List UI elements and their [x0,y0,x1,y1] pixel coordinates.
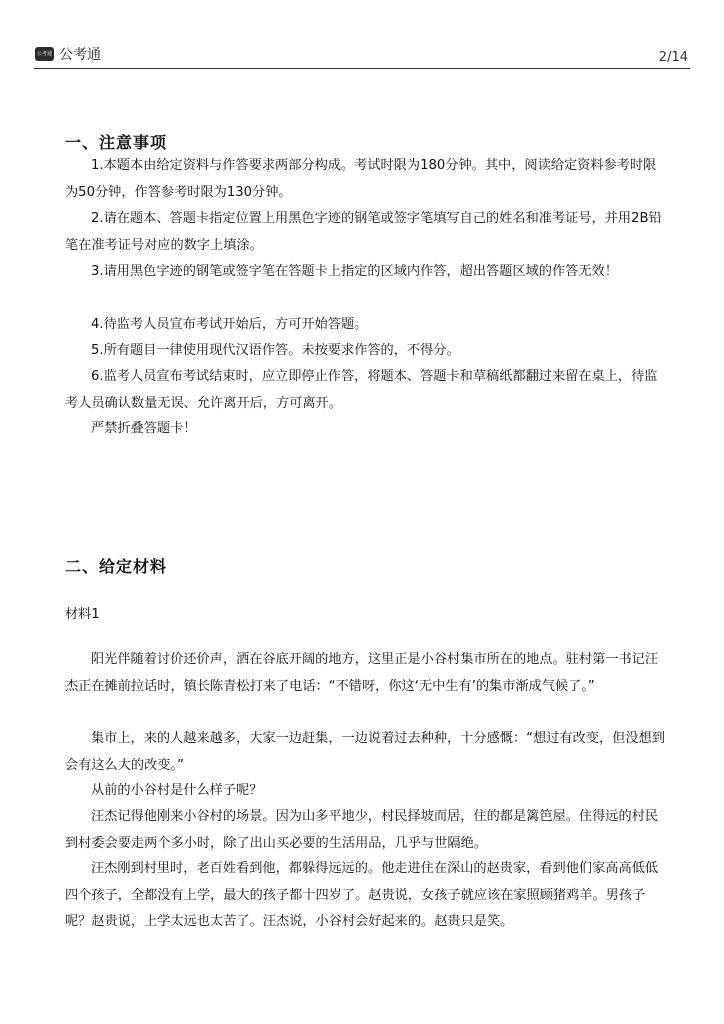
notice-item: 6.监考人员宣布考试结束时，应立即停止作答，将题本、答题卡和草稿纸都翻过来留在桌上，待监考人员确认数量无误、允许离开后，方可离开。 [65,369,658,411]
section-title-notice: 一、注意事项 [65,133,168,152]
page-number: 2/14 [658,50,688,65]
notice-item: 3.请用黑色字迹的钢笔或签字笔在答题卡上指定的区域内作答，超出答题区域的作答无效！ [91,264,618,279]
material-paragraph: 阳光伴随着讨价还价声，洒在谷底开阔的地方，这里正是小谷村集市所在的地点。驻村第一书记汪杰正在摊前拉话时，镇长陈青松打来了电话：“不错呀，你这‘无中生有’的集市渐成气候了。” [65,652,659,694]
notice-item: 2.请在题本、答题卡指定位置上用黑色字迹的钢笔或签字笔填写自己的姓名和准考证号，并用2B铅笔在准考证号对应的数字上填涂。 [65,211,662,253]
notice-item: 1.本题本由给定资料与作答要求两部分构成。考试时限为180分钟。其中，阅读给定资料参考时限为50分钟，作答参考时限为130分钟。 [65,158,657,200]
page-header [34,44,690,69]
logo-text: 公考通 [59,47,101,63]
notice-item: 4.待监考人员宣布考试开始后，方可开始答题。 [91,317,368,332]
notice-warning: 严禁折叠答题卡！ [91,421,197,436]
material-paragraph: 集市上，来的人越来越多，大家一边赶集，一边说着过去种种，十分感慨：“想过有改变，但没想到会有这么大的改变。” [65,731,665,773]
section-title-material: 二、给定材料 [65,557,168,576]
notice-item: 5.所有题目一律使用现代汉语作答。未按要求作答的，不得分。 [91,343,460,358]
logo-icon: 公考通 [35,47,54,61]
material-paragraph: 汪杰记得他刚来小谷村的场景。因为山多平地少，村民择坡而居，住的都是篱笆屋。住得远的村民到村委会要走两个多小时，除了出山买必要的生活用品，几乎与世隔绝。 [65,809,659,851]
material-label: 材料1 [65,607,100,622]
material-paragraph: 汪杰刚到村里时，老百姓看到他，都躲得远远的。他走进住在深山的赵贵家，看到他们家高高低低四个孩子，全都没有上学，最大的孩子都十四岁了。赵贵说，女孩子就应该在家照顾猪鸡羊。男孩子呢？赵贵说，上学太远也太苦了。汪杰说，小谷村会好起来的。赵贵只是笑。 [65,861,659,929]
material-paragraph: 从前的小谷村是什么样子呢？ [91,783,263,798]
